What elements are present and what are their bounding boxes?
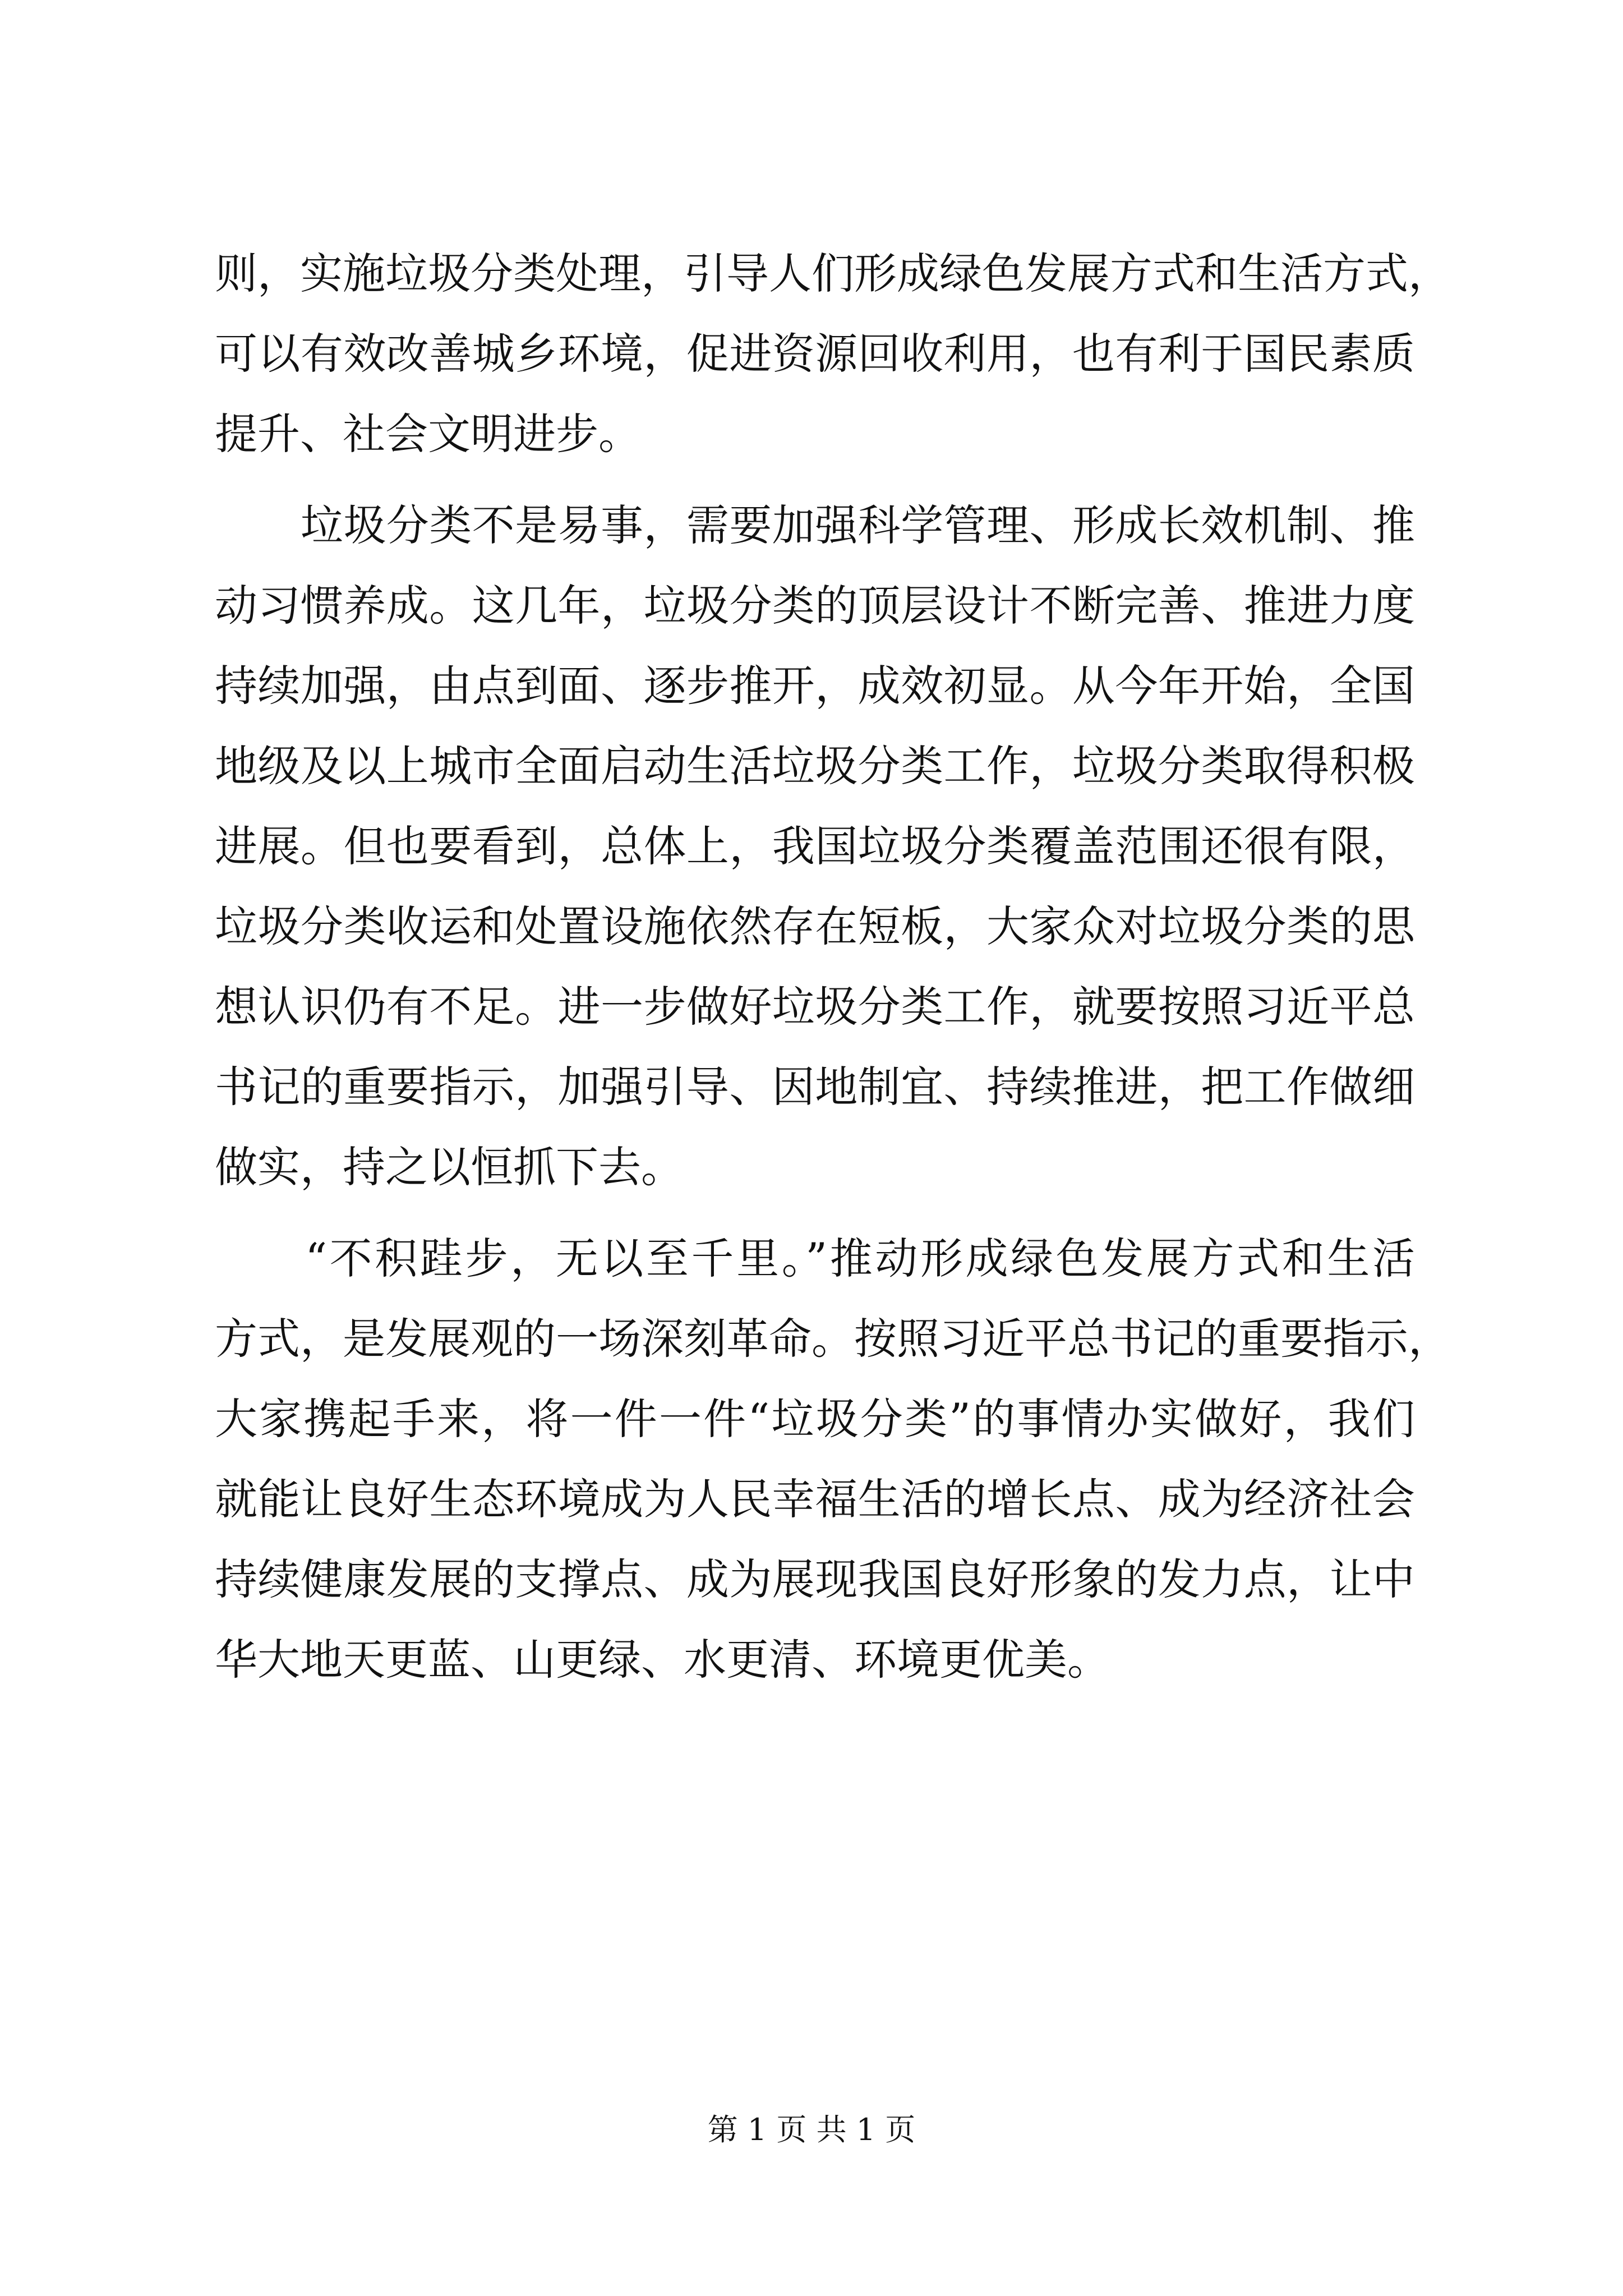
page-footer: 第 1 页 共 1 页 — [707, 2112, 916, 2147]
text-line: 垃圾分类不是易事，需要加强科学管理、形成长效机制、推 — [215, 500, 1415, 550]
text-line: 想认识仍有不足。进一步做好垃圾分类工作，就要按照习近平总 — [215, 982, 1415, 1032]
text-line: 华大地天更蓝、山更绿、水更清、环境更优美。 — [215, 1635, 1110, 1685]
text-line: 方式，是发展观的一场深刻革命。按照习近平总书记的重要指示， — [215, 1314, 1451, 1364]
text-line: 大家携起手来，将一件一件“垃圾分类”的事情办实做好，我们 — [215, 1394, 1415, 1444]
paragraph-spacer — [215, 1207, 1415, 1218]
text-line: 可以有效改善城乡环境，促进资源回收利用，也有利于国民素质 — [215, 329, 1415, 379]
text-line: 就能让良好生态环境成为人民幸福生活的增长点、成为经济社会 — [215, 1474, 1415, 1524]
paragraph-1 — [215, 233, 1451, 474]
text-line: 书记的重要指示，加强引导、因地制宜、持续推进，把工作做细 — [215, 1062, 1415, 1112]
paragraph-3 — [215, 1218, 1451, 1700]
text-line: 动习惯养成。这几年，垃圾分类的顶层设计不断完善、推进力度 — [215, 581, 1415, 631]
text-line: 持续加强，由点到面、逐步推开，成效初显。从今年开始，全国 — [215, 661, 1415, 711]
text-line: 垃圾分类收运和处置设施依然存在短板，大家众对垃圾分类的思 — [215, 901, 1415, 951]
text-line: 做实，持之以恒抓下去。 — [215, 1142, 684, 1192]
text-line: 地级及以上城市全面启动生活垃圾分类工作，垃圾分类取得积极 — [215, 741, 1415, 791]
text-line: “不积跬步，无以至千里。”推动形成绿色发展方式和生活 — [215, 1234, 1415, 1283]
paragraph-2 — [215, 485, 1415, 1207]
text-line: 提升、社会文明进步。 — [215, 409, 641, 459]
body-text — [215, 233, 1451, 1700]
text-line: 进展。但也要看到，总体上，我国垃圾分类覆盖范围还很有限， — [215, 821, 1415, 871]
paragraph-spacer — [215, 474, 1415, 485]
text-line: 持续健康发展的支撑点、成为展现我国良好形象的发力点，让中 — [215, 1554, 1415, 1604]
text-line: 则，实施垃圾分类处理，引导人们形成绿色发展方式和生活方式， — [215, 249, 1451, 298]
